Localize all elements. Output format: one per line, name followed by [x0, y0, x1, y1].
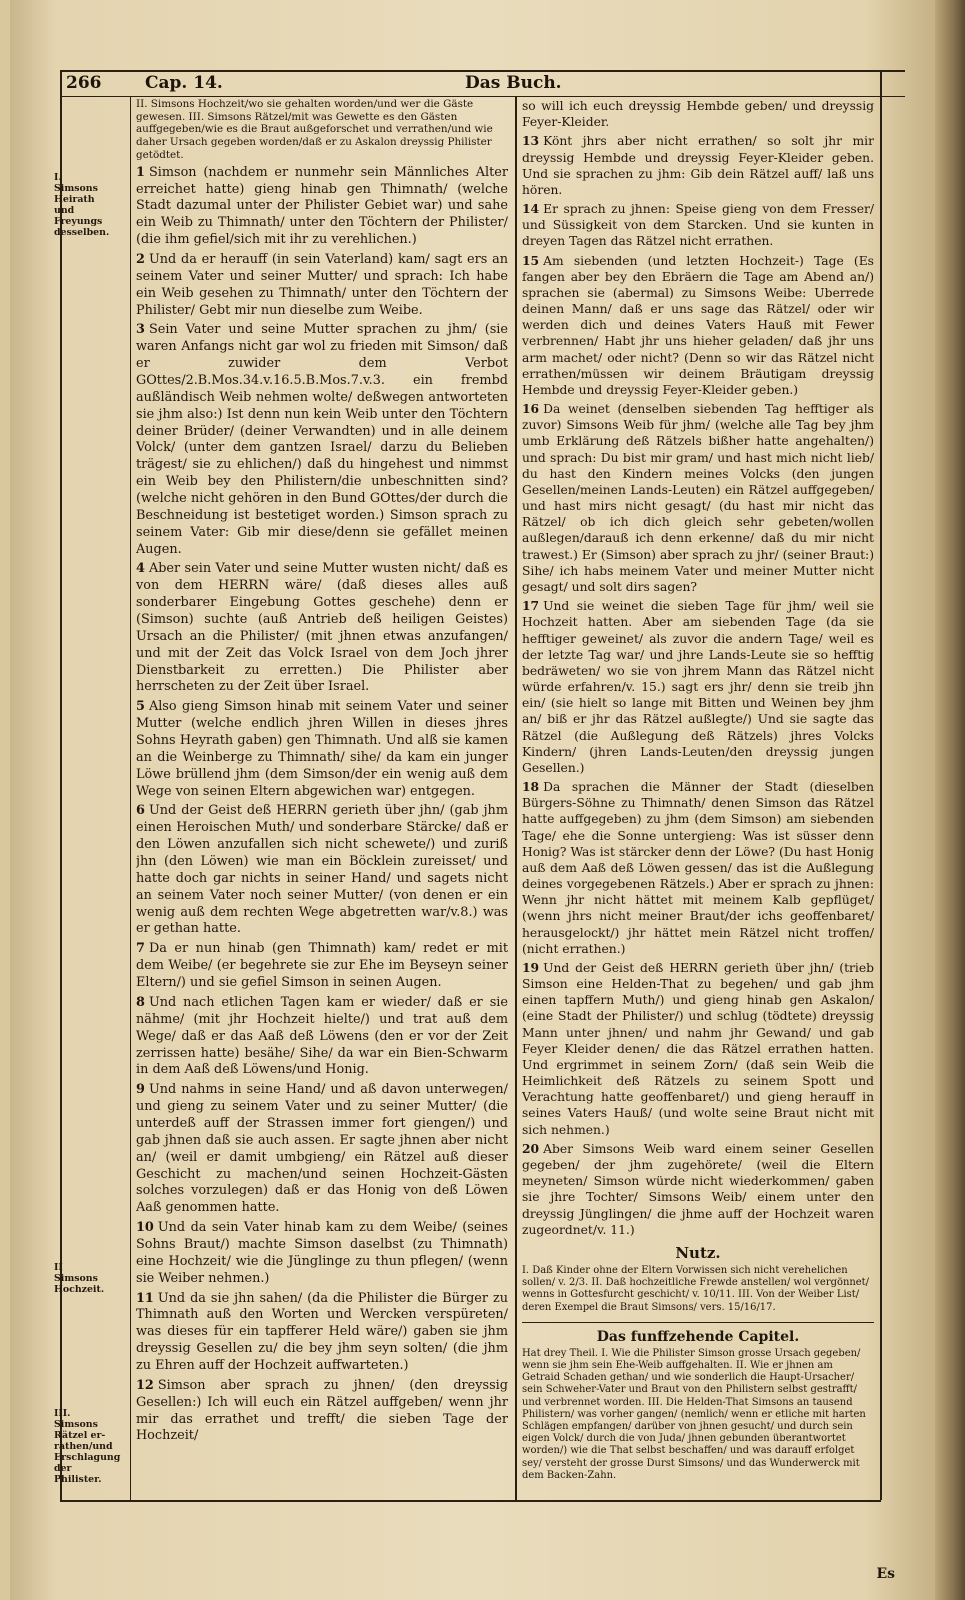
verse-paragraph [136, 1291, 508, 1375]
chapter-summary: II. Simsons Hochzeit/wo sie gehalten worden/und wer die Gäste gewesen. III. Simsons Rätzel/mit was Gewette es den Gästen auffgegeben/wie es die Braut außgeforschet und verrathen/und wie daher Ursach gegeben worden/daß er zu Askalon dreyssig Philister getödtet. [136, 98, 493, 161]
right-rule [880, 70, 882, 1500]
verse-paragraph [136, 803, 508, 938]
verse-number: 20 [522, 1140, 540, 1156]
verse-paragraph [136, 941, 508, 992]
verse-text: Und der Geist deß HERRN gerieth über jhn/ (gab jhm einen Heroischen Muth/ und sonderbare Stärcke/ daß er den Löwen anzufallen sich nicht schewete/) und zuriß jhn (den Löwen) wie man ein Böcklein zureisset/ und hatte doch gar nichts in seiner Hand/ und sagets nicht an seinem Vater noch seiner Mutter/ (von denen er ein wenig auß dem rechten Wege abgetretten war/v.8.) was er gethan hatte. [136, 803, 508, 937]
running-title: Das Buch. [465, 73, 562, 93]
next-chapter-title: Das funffzehende Capitel. [522, 1322, 874, 1345]
verse-number: 16 [522, 401, 540, 417]
verse-paragraph [522, 253, 874, 399]
verse-number: 8 [136, 994, 145, 1010]
bottom-rule [60, 1500, 881, 1502]
verse-paragraph [522, 133, 874, 198]
verse-paragraph [522, 598, 874, 776]
left-verse-list [136, 165, 508, 1446]
nutz-heading: Nutz. [675, 1243, 721, 1262]
margin-note-2: II Simsons Hochzeit. [54, 1262, 105, 1295]
verse-text: Da er nun hinab (gen Thimnath) kam/ redet er mit dem Weibe/ (er begehrete sie zur Ehe im Beyseyn seiner Eltern/) und sie gefiel Simson in seinen Augen. [136, 941, 508, 991]
verse-number: 7 [136, 941, 145, 957]
margin-note-1: I. Simsons Heirath und Freyungs desselben. [54, 172, 110, 238]
verse-text: Er sprach zu jhnen: Speise gieng von dem Fresser/ und Süssigkeit von dem Starcken. Und sie kunten in dreyen Tagen das Rätzel nicht errathen. [522, 202, 874, 249]
header-rule [60, 96, 905, 97]
verse-paragraph [522, 201, 874, 250]
verse-paragraph [522, 960, 874, 1138]
verse-text: so will ich euch dreyssig Hembde geben/ und dreyssig Feyer-Kleider. [522, 99, 874, 130]
verse-text: Und da sein Vater hinab kam zu dem Weibe/ (seines Sohns Braut/) machte Simson daselbst (zu Thimnath) eine Hochzeit/ wie die Jünglinge zu thun pflegen/ (wenn sie Weiber nehmen.) [136, 1220, 508, 1286]
verse-number: 11 [136, 1290, 154, 1306]
verse-number: 6 [136, 803, 145, 819]
verse-paragraph [136, 1082, 508, 1217]
verse-text: Könt jhrs aber nicht errathen/ so solt jhr mir dreyssig Hembde und dreyssig Feyer-Kleider geben. Und sie sprachen zu jhm: Gib dein Rätzel auff/ laß uns hören. [522, 134, 874, 197]
verse-text: Und da er herauff (in sein Vaterland) kam/ sagt ers an seinem Vater und seiner Mutter/ und sprach: Ich habe ein Weib gesehen zu Thimnath/ unter den Töchtern der Philister/ Gebt mir nun dieselbe zum Weibe. [136, 251, 508, 318]
right-column [522, 98, 874, 1498]
verse-text: Simson (nachdem er nunmehr sein Männliches Alter erreichet hatte) gieng hinab gen Thimnath/ (welche Stadt dazumal unter der Philister Gebiet war) und sahe ein Weib zu Thimnath/ unter den Töchtern der Philister/ (die ihm gefiel/sich mit ihr zu verehlichen.) [136, 164, 508, 248]
verse-paragraph [136, 699, 508, 800]
verse-number: 2 [136, 251, 145, 267]
margin-note-3: III. Simsons Rätzel er- rathen/und Erschlagung der Philister. [54, 1408, 121, 1485]
verse-text: Aber Simsons Weib ward einem seiner Gesellen gegeben/ der jhm zugehörete/ (weil die Eltern meyneten/ Simson würde nicht wiederkommen/ gaben sie jhre Tochter/ Simsons Weib/ einem unter den dreyssig Jünglingen/ die jhme auff der Hochzeit waren zugeordnet/v. 11.) [522, 1141, 874, 1237]
verse-number: 13 [522, 133, 540, 149]
next-chapter-summary: Hat drey Theil. I. Wie die Philister Simson grosse Ursach gegeben/ wenn sie jhm sein Ehe-Weib auffgehalten. II. Wie er jhnen am Getraid Schaden gethan/ und wie sonderlich die Haupt-Ursacher/ sein Schweher-Vater und Braut von den Philistern selbst gestrafft/ und verbrennet worden. III. Die Helden-That Simsons an tausend Philistern/ was vorher gangen/ (nemlich/ wenn er etliche mit harten Schlägen empfangen/ darüber von jhnen gesucht/ und durch sein eigen Volck/ durch die von Juda/ jhnen gebunden überantwortet worden/) wie die That selbst beschaffen/ und was darauff erfolget sey/ versteht der grosse Durst Simsons/ und das Wunderwerck mit dem Backen-Zahn. [522, 1347, 866, 1481]
verse-number: 19 [522, 959, 540, 975]
verse-text: Da sprachen die Männer der Stadt (dieselben Bürgers-Söhne zu Thimnath/ denen Simson das Rätzel hatte auffgegeben) zu jhm (dem Simson) am siebenden Tage/ ehe die Sonne untergieng: Was ist süsser denn Honig? Was ist stärcker denn der Löwe? (Du hast Honig auß dem Aaß deß Löwen gessen/ das ist die Außlegung deines vorgegebenen Rätzels.) Aber er sprach zu jhnen: Wenn jhr nicht hättet mit meinem Kalb gepflüget/ (wenn jhrs nicht meiner Braut/der ichs geoffenbaret/ herausgelockt/) jhr hättet mein Rätzel nicht troffen/ (nicht errathen.) [522, 780, 874, 956]
nutz-text: I. Daß Kinder ohne der Eltern Vorwissen sich nicht verehelichen sollen/ v. 2/3. II. Daß hochzeitliche Frewde anstellen/ wol vergönnet/ wenns in Gottesfurcht geschicht/ v. 10/11. III. Von der Weiber List/ deren Exempel die Braut Simsons/ vers. 15/16/17. [522, 1264, 870, 1313]
left-column [136, 98, 508, 1498]
page-number: 266 [66, 73, 102, 93]
verse-paragraph [522, 401, 874, 595]
verse-number: 17 [522, 598, 540, 614]
verse-text: Aber sein Vater und seine Mutter wusten nicht/ daß es von dem HERRN wäre/ (daß dieses alles auß sonderbarer Eingebung Gottes geschehe) denn er (Simson) suchte (auß Antrieb deß heiligen Geistes) Ursach an die Philister/ (mit jhnen etwas anzufangen/ und mit der Zeit das Volck Israel von dem Joch jhrer Dienstbarkeit zu erretten.) Die Philister aber herrscheten zu der Zeit über Israel. [136, 561, 508, 695]
verse-text: Und sie weinet die sieben Tage für jhm/ weil sie Hochzeit hatten. Aber am siebenden Tage (da sie hefftiger geweinet/ als zuvor die andern Tage/ weil es der letzte Tag war/ und jhre Lands-Leute sie so hefftig bedräweten/ wo sie von jhrem Mann das Rätzel nicht würde erfahren/v. 15.) sagt ers jhr/ denn sie treib jhn ein/ (sie hielt so lange mit Bitten und Weinen bey jhm an/ biß er jhr das Rätzel außlegte/) Und sie sagte das Rätzel (die Außlegung deß Rätzels) jhres Volcks Kindern/ (jhren Lands-Leuten/den dreyssig jungen Gesellen.) [522, 599, 874, 775]
verse-paragraph [136, 995, 508, 1079]
verse-number: 4 [136, 561, 145, 577]
right-verse-list [522, 98, 874, 1238]
verse-text: Und der Geist deß HERRN gerieth über jhn/ (trieb Simson eine Helden-That zu begehen/ und gab jhm einen tapffern Muth/) und gieng hinab gen Askalon/ (eine Stadt der Philister/) und schlug (tödtete) dreyssig Mann unter jhnen/ und nahm jhr Gewand/ und gab Feyer Kleider denen/ die das Rätzel errathen hatten. Und ergrimmet in seinem Zorn/ (daß sein Weib die Heimlichkeit deß Rätzels zu seinem Spott und Verachtung hatte geoffenbaret/) und gieng herauff in seines Vaters Hauß/ (und wolte seine Braut nicht mit sich nehmen.) [522, 960, 874, 1137]
verse-text: Simson aber sprach zu jhnen/ (den dreyssig Gesellen:) Ich will euch ein Rätzel auffgeben/ wenn jhr mir das errathet und trefft/ die sieben Tage der Hochzeit/ [136, 1377, 508, 1444]
verse-paragraph [136, 252, 508, 319]
catchword: Es [876, 1566, 895, 1582]
verse-number: 15 [522, 252, 540, 268]
verse-paragraph [136, 1378, 508, 1445]
verse-text: Und nach etlichen Tagen kam er wieder/ daß er sie nähme/ (mit jhr Hochzeit hielte/) und trat auß dem Wege/ daß er das Aaß deß Löwens (den er vor der Zeit zerrissen hatte) besähe/ Sihe/ da war ein Bien-Schwarm in dem Aaß deß Löwens/und Honig. [136, 994, 508, 1078]
verse-number: 5 [136, 699, 145, 715]
verse-text: Am siebenden (und letzten Hochzeit-) Tage (Es fangen aber bey den Ebräern die Tage am Abend an/) sprachen sie (abermal) zu Simsons Weibe: Uberrede deinen Mann/ daß er uns sage das Rätzel/ oder wir werden dich und deines Vaters Hauß mit Fewer verbrennen/ Habt jhr uns hieher geladen/ daß jhr uns arm machet/ oder nicht? (Denn so wir das Rätzel nicht errathen/müssen wir deinem Bräutigam dreyssig Hembde und dreyssig Feyer-Kleider geben.) [522, 253, 874, 397]
verse-number: 12 [136, 1377, 154, 1393]
verse-number: 3 [136, 322, 145, 338]
margin-note-rule [130, 96, 131, 1501]
column-divider [515, 96, 517, 1501]
book-gutter [935, 0, 965, 1600]
verse-paragraph [136, 1220, 508, 1287]
chapter-label: Cap. 14. [145, 73, 223, 93]
verse-paragraph [136, 561, 508, 696]
verse-text: Und nahms in seine Hand/ und aß davon unterwegen/ und gieng zu seinem Vater und zu seiner Mutter/ (die unterdeß auff der Strassen immer fort giengen/) und gab jhnen daß sie auch assen. Er sagte jhnen aber nicht an/ (weil er damit umbgieng/ ein Rätzel auß dieser Geschicht zu machen/und seinen Hochzeit-Gästen solches vorzulegen) daß er das Honig von deß Löwen Aaß genommen hatte. [136, 1082, 508, 1216]
verse-number: 1 [136, 164, 145, 180]
verse-paragraph [136, 322, 508, 558]
verse-text: Da weinet (denselben siebenden Tag hefftiger als zuvor) Simsons Weib für jhm/ (welche alle Tag bey jhm umb Erklärung deß Rätzels bißher hatte angehalten/) und sprach: Du bist mir gram/ und hast mich nicht lieb/ du hast den Kindern meines Volcks (den jungen Gesellen/meinen Lands-Leuten) ein Rätzel auffgegeben/ und hast mirs nicht gesagt/ (du hast mir nicht das Rätzel/ ob ich dich gleich sehr gebeten/wollen außlegen/darauß ich denn erkenne/ daß du mir nicht trawest.) Er (Simson) aber sprach zu jhr/ (seiner Braut:) Sihe/ ich habs meinem Vater und meiner Mutter nicht gesagt/ und solt dirs sagen? [522, 402, 874, 594]
verse-paragraph [136, 165, 508, 249]
verse-paragraph [522, 1141, 874, 1238]
verse-number: 18 [522, 779, 540, 795]
verse-paragraph [522, 98, 874, 130]
verse-number: 10 [136, 1220, 154, 1236]
verse-text: Also gieng Simson hinab mit seinem Vater und seiner Mutter (welche endlich jhren Willen in dieses jhres Sohns Heyrath gaben) gen Thimnath. Und alß sie kamen an die Weinberge zu Thimnath/ sihe/ da kam ein junger Löwe brüllend jhm (dem Simson/der ein wenig auß dem Wege von seinen Eltern abgewichen war) entgegen. [136, 699, 508, 799]
verse-text: Sein Vater und seine Mutter sprachen zu jhm/ (sie waren Anfangs nicht gar wol zu frieden mit Simson/ daß er zuwider dem Verbot GOttes/2.B.Mos.34.v.16.5.B.Mos.7.v.3. ein frembd außländisch Weib nehmen wolte/ deßwegen antworteten sie jhm also:) Ist denn nun kein Weib unter den Töchtern deiner Brüder/ (deiner Verwandten) und in alle deinem Volck/ (unter dem gantzen Israel/ darzu du Belieben trägest/ sie zu ehlichen/) daß du hingehest und nimmst ein Weib bey den Philistern/die unbeschnitten sind? (welche nicht gehören in den Bund GOttes/der durch die Beschneidung ist bestetiget worden.) Simson sprach zu seinem Vater: Gib mir diese/denn sie gefället meinen Augen. [136, 322, 508, 557]
verse-text: Und da sie jhn sahen/ (da die Philister die Bürger zu Thimnath auß den Worten und Wercken verspüreten/ was dieses für ein tapfferer Held wäre/) gaben sie jhm dreyssig Gesellen zu/ die bey jhm seyn solten/ (die jhm zu Ehren auff der Hochzeit auffwarteten.) [136, 1290, 508, 1373]
verse-number: 14 [522, 201, 540, 217]
verse-number: 9 [136, 1082, 145, 1098]
verse-paragraph [522, 779, 874, 957]
